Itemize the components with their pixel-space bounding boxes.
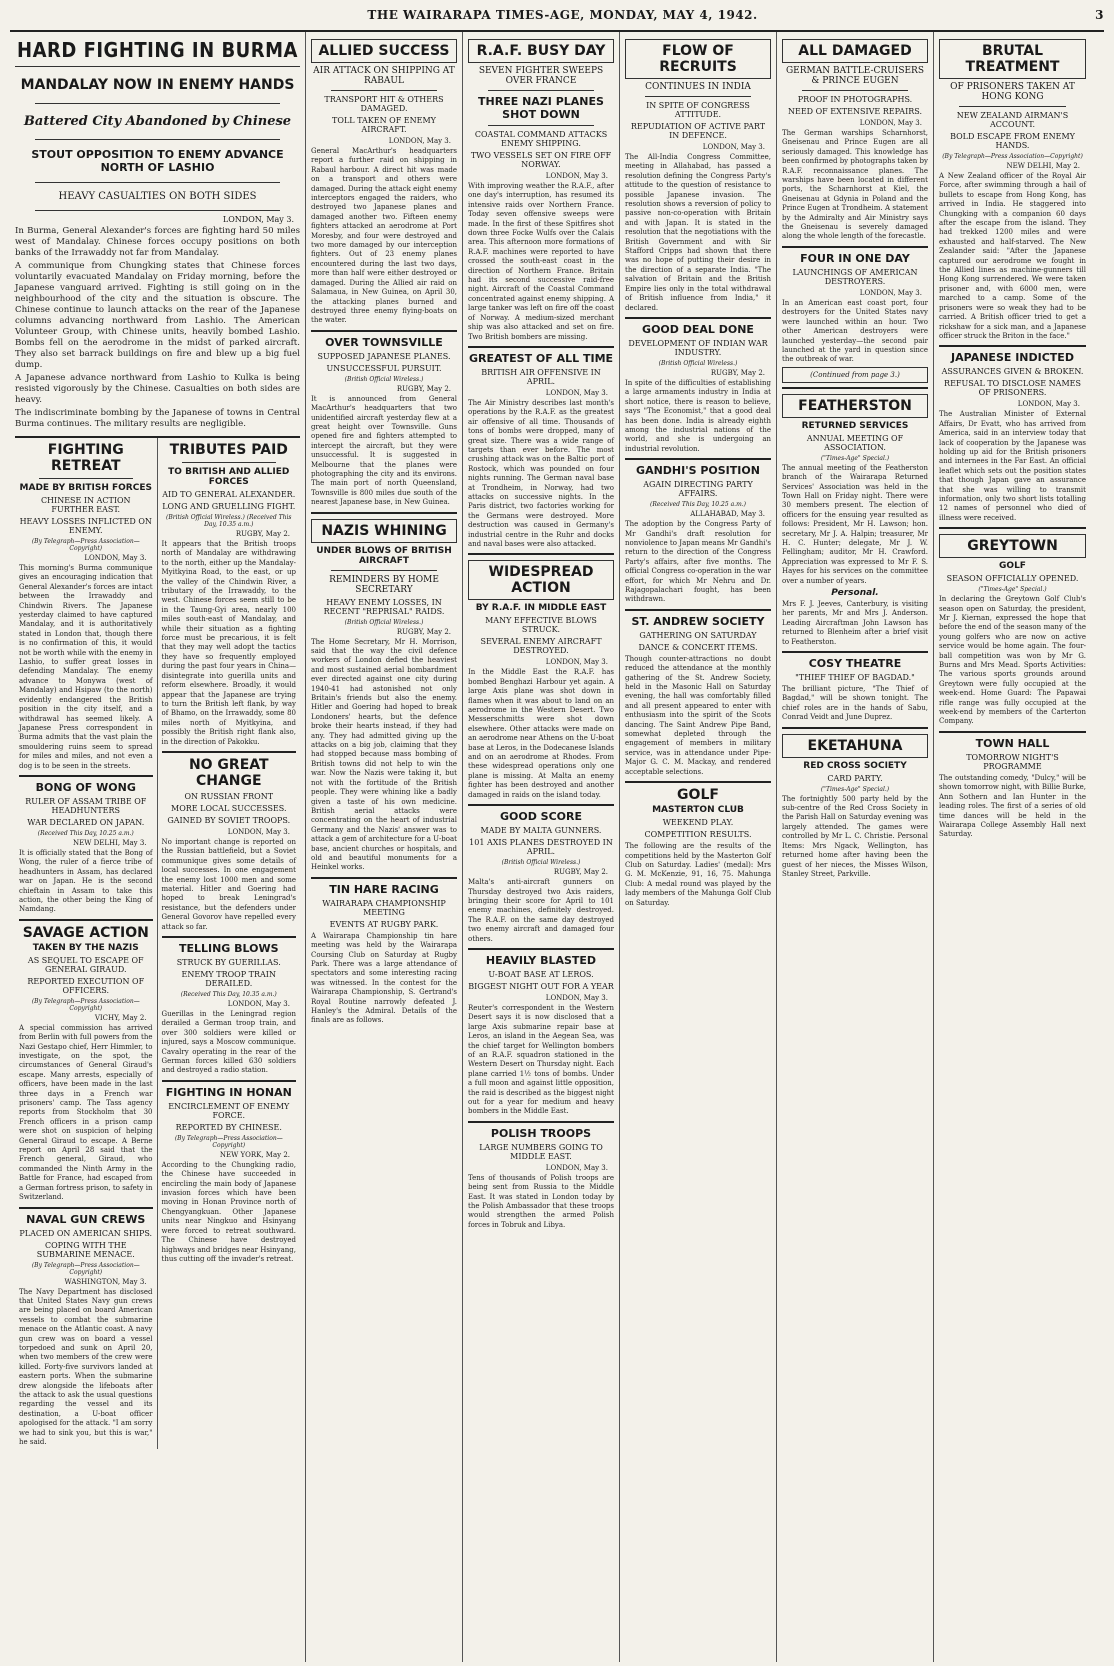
article-body: A special commission has arrived from Berlin with full powers from the Nazi Gestapo chief, Herr Himmler, to investigate, on the spot, the circumstances of General Giraud's escape. Many arrests, especially of officers, have been made in the last three days in a French war prisoners' camp. The Tass agency reports from Stockholm that 30 French officers in a prison camp were shot on suspicion of helping General Giraud to escape. A Berne report on April 28 said that the French general, Giraud, who commanded the Ninth Army in the Battle for France, had escaped from a German fortress prison, to safety in Switzerland. — [19, 1023, 153, 1202]
column-2 — [306, 32, 463, 1662]
headline-raf-busy-day: R.A.F. BUSY DAY — [468, 39, 614, 63]
subhead: TOMORROW NIGHT'S PROGRAMME — [966, 752, 1059, 771]
deck: UNSUCCESSFUL PURSUIT. — [326, 363, 442, 373]
headline-eketahuna: EKETAHUNA — [782, 734, 928, 758]
subhead: BRITISH AIR OFFENSIVE IN APRIL. — [481, 367, 601, 386]
cosy-theatre-article — [782, 651, 928, 723]
nazis-whining-article — [311, 512, 457, 873]
bong-of-wong-article — [19, 775, 153, 915]
burma-p1: In Burma, General Alexander's forces are fighting hard 50 miles west of Mandalay. Chinese forces occupy positions on both banks of the Irrawaddy not far from Mandalay. — [15, 226, 300, 258]
headline-flow-of-recruits: FLOW OF RECRUITS — [625, 39, 771, 79]
burma-p2: A communique from Chungking states that Chinese forces voluntarily evacuated Mandalay on Friday morning, before the Japanese vanguard arrived. Fighting is still going on in the neighbourhood of the city and the situation is obscure. The Chinese continue to launch attacks on the rear of the Japanese columns advancing northward from Lashio. The American Volunteer Group, with Chinese units, heavily bombed Lashio. Bombs fell on the aerodrome in the midst of parked aircraft. They also set barrack buildings on fire and blew up a big fuel dump. — [15, 261, 300, 370]
headline-nazis-whining: NAZIS WHINING — [311, 519, 457, 543]
headline-all-damaged: ALL DAMAGED — [782, 39, 928, 63]
headline-telling-blows: TELLING BLOWS — [178, 942, 279, 955]
allied-success-article — [311, 39, 457, 326]
headline-heavily-blasted: HEAVILY BLASTED — [485, 953, 597, 967]
deck: REPORTED BY CHINESE. — [175, 1122, 282, 1132]
article-body: The adoption by the Congress Party of Mr Gandhi's draft resolution for nonviolence to Japan means Mr Gandhi's return to the direction of the Congress Party's affairs, after five months. The official Congress co-operation in the war effort, for which Mr Nehru and Dr. Rajagopalachari fought, has been withdrawn. — [625, 520, 771, 604]
subhead: GERMAN BATTLE-CRUISERS & PRINCE EUGEN — [785, 66, 924, 86]
article-body: No important change is reported on the Russian battlefield, but a Soviet communique gives some details of local successes. In one engagement the enemy lost 1000 men and some material. Hitler and Goering had hoped to break Leningrad's resistance, but the defenders under General Govorov have repelled every attack so far. — [161, 837, 296, 931]
dateline: ALLAHABAD, May 3. — [690, 510, 765, 519]
flow-of-recruits-article — [625, 39, 771, 313]
article-body: It is announced from General MacArthur's headquarters that two unidentified aircraft yesterday flew at a great height over Townsville. Guns opened fire and fighters attempted to intercept the aircraft, but they were unsuccessful. It is suggested in Melbourne that the planes were photographing the city and its environs. The main port of north Queensland, Townsville is 800 miles due south of the nearest Japanese base, in New Guinea. — [311, 394, 457, 507]
article-body: A New Zealand officer of the Royal Air Force, after swimming through a hail of bullets to escape from Hong Kong, has arrived in India. He staggered into Chungking with a companion 60 days after the escape from the island. They had trekked 1200 miles and were exhausted and half-starved. The New Zealander said: "After the Japanese captured our aerodrome we fought in the Allied lines as machine-gunners till Hong Kong surrendered. We were taken prisoner and, with 6000 men, were marched to a camp. Some of the prisoners were so weak they had to be carried. A British officer tried to get a rickshaw for a sick man, and a Japanese officer struck the Briton in the face." — [939, 172, 1086, 340]
headline-over-townsville: OVER TOWNSVILLE — [325, 335, 443, 349]
headline-brutal-treatment: BRUTAL TREATMENT — [939, 39, 1086, 79]
deck: ANNUAL MEETING OF ASSOCIATION. — [806, 433, 904, 452]
page-number: 3 — [1095, 8, 1104, 22]
credit: (By Telegraph—Press Association—Copyright) — [31, 1261, 140, 1276]
dateline: LONDON, May 3. — [859, 288, 922, 297]
subhead: STRUCK BY GUERILLAS. — [176, 958, 281, 967]
deck: TOLL TAKEN OF ENEMY AIRCRAFT. — [332, 116, 436, 134]
dateline: LONDON, May 3. — [1017, 400, 1080, 409]
article-body: This morning's Burma communique gives an encouraging indication that General Alexander's forces are intact between the Irrawaddy and Chindwin Rivers. The Japanese yesterday claimed to have captured Mandalay, and it is authoritatively stated in London that, though there is no confirmation of this, it would not be worth while with the enemy in Lashio, to suffer great losses in defending Mandalay. The enemy advance to Monywa (west of Mandalay) and Hsipaw (to the north) evidently endangered the British position in the city itself, and a withdrawal has seemed likely. A Japanese Press correspondent in Burma admits that the vast plain the smouldering ruins seem to spread for miles and miles, and not even a dog is to be seen in the streets. — [19, 564, 153, 770]
credit: (Received This Day, 10.25 a.m.) — [650, 501, 746, 509]
fighting-honan-article — [162, 1080, 296, 1264]
credit: (British Official Wireless.) — [501, 859, 581, 867]
deck: REPUDIATION OF ACTIVE PART IN DEFENCE. — [630, 122, 766, 140]
continued-note: (Continued from page 3.) — [782, 367, 928, 383]
dateline: LONDON, May 3. — [388, 137, 451, 145]
subhead: ENCIRCLEMENT OF ENEMY FORCE. — [168, 1101, 290, 1120]
brutal-treatment-article — [939, 39, 1086, 341]
gandhi-article — [625, 458, 771, 605]
personal-heading: Personal. — [831, 588, 879, 598]
credit: ("Times-Age" Special.) — [978, 586, 1047, 594]
burma-p3: A Japanese advance northward from Lashio to Kulka is being resisted vigorously by the Chinese. Casualties on both sides are heavy. — [15, 373, 300, 405]
raf-busy-day-article — [468, 39, 614, 342]
deck: HEAVY LOSSES INFLICTED ON ENEMY. — [19, 517, 152, 535]
deck: MANY EFFECTIVE BLOWS STRUCK. — [485, 616, 597, 635]
headline-fighting-retreat: FIGHTING RETREAT — [47, 442, 124, 474]
good-deal-done-article — [625, 317, 771, 454]
article-body: In spite of the difficulties of establishing a large armaments industry in India at short notice, there is reason to believe, says "The Economist," that a good deal has been done. India is already eighth among the industrial nations of the world, and she is undergoing an industrial revolution. — [625, 378, 771, 453]
subhead: AGAIN DIRECTING PARTY AFFAIRS. — [643, 480, 753, 499]
headline-naval-gun-crews: NAVAL GUN CREWS — [26, 1212, 146, 1226]
column-1-subcolumns — [15, 436, 300, 1449]
subhead: U-BOAT BASE AT LEROS. — [488, 969, 594, 979]
article-body: Though counter-attractions no doubt reduced the attendance at the monthly gathering of the St. Andrew Society, held in the Masonic Hall on Saturday evening, the hall was comfortably filled and all present appeared to enter with enthusiasm into the spirit of the Scots dancing. The Saint Andrew Pipe Band, somewhat depleted through the engagement of members in military service, was in attendance under Pipe-Major G. C. M. Mackay, and rendered acceptable selections. — [625, 654, 771, 776]
dateline: RUGBY, May 2. — [235, 530, 290, 538]
deck: COPING WITH THE SUBMARINE MENACE. — [36, 1240, 135, 1259]
dateline: LONDON, May 3. — [227, 1000, 290, 1008]
column-1 — [10, 32, 306, 1662]
headline-widespread-action: WIDESPREAD ACTION — [468, 560, 614, 600]
article-body: Tens of thousands of Polish troops are being sent from Russia to the Middle East. It was stated in London today by the Polish Ambassador that these troops would strengthen the armed Polish forces in Tobruk and Libya. — [468, 1173, 614, 1229]
credit: ("Times-Age" Special.) — [820, 785, 890, 793]
subhead: SEVEN FIGHTER SWEEPS OVER FRANCE — [478, 66, 604, 86]
deck: NEW ZEALAND AIRMAN'S ACCOUNT. — [956, 111, 1069, 129]
dateline: LONDON, May 3. — [227, 827, 290, 836]
good-score-article — [468, 804, 614, 944]
greytown-article — [939, 527, 1086, 727]
deck: SEVERAL ENEMY AIRCRAFT DESTROYED. — [480, 637, 602, 656]
headline-town-hall: TOWN HALL — [975, 736, 1050, 750]
all-damaged-article — [782, 39, 928, 242]
article-body: The German warships Scharnhorst, Gneisenau and Prince Eugen are all seriously damaged. This knowledge has been confirmed by photographs taken by R.A.F. reconnaissance planes. The warships have been located in different ports, the Scharnhorst at Kiel, the Gneisenau at Gdynia in Poland and the Prince Eugen at Trondheim. A statement by the Admiralty and Air Ministry says the Gneisenau is severely damaged along the whole length of the forecastle. — [782, 129, 928, 241]
deck: WAR DECLARED ON JAPAN. — [27, 817, 145, 827]
column-6 — [934, 32, 1091, 1662]
paper-title: THE WAIRARAPA TIMES-AGE, MONDAY, MAY 4, 1942. — [367, 8, 758, 22]
article-body: Reuter's correspondent in the Western Desert says it is now disclosed that a large Axis submarine repair base at Leros, an island in the Aegean Sea, was the chief target for Wellington bombers of an R.A.F. squadron stationed in the Western Desert on Thursday night. Each plane carried 1½ tons of bombs. Under a full moon and against little opposition, the raid is described as the biggest night out for a year for medium and heavy bombers in the Middle East. — [468, 1003, 614, 1116]
article-body: The Australian Minister of External Affairs, Dr Evatt, who has arrived from America, said in an interview today that lack of cooperation by the Japanese was holding up aid for the British prisoners and internees in the Far East. An official leaflet which sets out the position states that though Japan gave an assurance that she was willing to transmit information, only two short lists totalling 12 names of personnel who died of illness were received. — [939, 410, 1086, 522]
subhead: DEVELOPMENT OF INDIAN WAR INDUSTRY. — [628, 338, 768, 357]
dateline: WASHINGTON, May 3. — [64, 1277, 147, 1286]
headline-japanese-indicted: JAPANESE INDICTED — [951, 351, 1074, 365]
deck: WEEKEND PLAY. — [662, 818, 734, 828]
dateline: LONDON, May 3. — [545, 172, 608, 180]
deck: DANCE & CONCERT ITEMS. — [638, 642, 758, 652]
article-body: The Air Ministry describes last month's operations by the R.A.F. as the greatest air offensive of all time. Thousands of tons of bombs were dropped, many of great size. There was a wide range of targets than ever before. The most crushing attack was on the Baltic port of Rostock, which was pounded on four nights running. The German naval base at Trondheim, in Norway, had two attacks on successive nights. In the Paris district, two factories working for the Germans were destroyed. More destruction was caused in Germany's industrial centre in the Ruhr and docks and naval bases were also attacked. — [468, 398, 614, 548]
deck-battered-city: Battered City Abandoned by Chinese — [23, 114, 292, 129]
golf-article — [625, 781, 771, 908]
article-body: The fortnightly 500 party held by the sub-centre of the Red Cross Society in the Parish Hall on Saturday evening was largely attended. The games were controlled by Mr L. C. Christie. Personal Items: Mrs Ngack, Wellington, has returned home after having been the guest of her nieces, the Misses Wilson, Stanley Street, Parkville. — [782, 794, 928, 878]
over-townsville-article — [311, 330, 457, 508]
subhead: UNDER BLOWS OF BRITISH AIRCRAFT — [316, 545, 452, 566]
headline-burma: HARD FIGHTING IN BURMA — [17, 38, 298, 62]
headline-greatest-of-all-time: GREATEST OF ALL TIME — [468, 351, 614, 365]
no-great-change-article — [162, 751, 296, 932]
town-hall-article — [939, 731, 1086, 840]
tributes-paid-article — [162, 442, 296, 747]
credit: (British Official Wireless.) — [658, 359, 738, 367]
subhead: MASTERTON CLUB — [652, 805, 744, 816]
deck: GAINED BY SOVIET TROOPS. — [167, 815, 291, 825]
japanese-indicted-article — [939, 345, 1086, 523]
deck: PROOF IN PHOTOGRAPHS. — [797, 95, 913, 104]
column-1a — [15, 438, 158, 1449]
credit: (British Official Wireless.) — [344, 375, 424, 383]
credit: (British Official Wireless.) (Received This Day, 10.35 a.m.) — [166, 514, 292, 528]
burma-p4: The indiscriminate bombing by the Japanese of towns in Central Burma continues. The military results are negligible. — [15, 408, 300, 429]
deck: CHINESE IN ACTION FURTHER EAST. — [40, 496, 131, 514]
deck: SEASON OFFICIALLY OPENED. — [946, 574, 1079, 584]
headline-st-andrew-society: ST. ANDREW SOCIETY — [631, 614, 765, 628]
subhead: ON RUSSIAN FRONT — [184, 791, 274, 801]
dateline: NEW DELHI, May 2. — [1006, 162, 1080, 170]
deck: LONG AND GRUELLING FIGHT. — [162, 502, 296, 511]
article-body: A Wairarapa Championship tin hare meeting was held by the Wairarapa Coursing Club on Saturday at Rugby Park. There was a large attendance of spectators and some interesting racing was witnessed. In the contest for the Wairarapa Championship, S. Gertrand's Royal Routine narrowly defeated J. Hanley's the Admiral. Details of the finals are as follows. — [311, 931, 457, 1025]
telling-blows-article — [162, 936, 296, 1076]
headline-greytown: GREYTOWN — [939, 534, 1086, 558]
subhead: WAIRARAPA CHAMPIONSHIP MEETING — [322, 898, 446, 917]
article-body: The outstanding comedy, "Dulcy," will be shown tomorrow night, with Billie Burke, Ann Sothern and Ian Hunter in the leading roles. The first of a series of old time dances will be held in the Wairarapa College Assembly Hall next Saturday. — [939, 773, 1086, 839]
deck: REMINDERS BY HOME SECRETARY — [329, 574, 439, 595]
article-body: General MacArthur's headquarters report a further raid on shipping in Rabaul harbour. A direct hit was made on a transport and others were damaged. During the attack eight enemy interceptors engaged the raiders, who destroyed two Japanese planes and damaged another two. Fifteen enemy fighters attacked an aerodrome at Port Moresby, and four were destroyed and two more damaged by our interception fighters. Out of 23 enemy planes encountered during the last two days, more than half were either destroyed or damaged. During the Allied air raid on Salamaua, in New Guinea, on April 30, the attacking planes burned and destroyed three enemy flying-boats on the water. — [311, 147, 457, 325]
column-3 — [463, 32, 620, 1662]
article-body: The annual meeting of the Featherston branch of the Wairarapa Returned Services' Association was held in the Town Hall on Friday night. There were 30 members present. The election of officers for the ensuing year resulted as follows: President, Mr H. Lawson; hon. secretary, Mr J. A. Halpin; treasurer, Mr H. C. Hunter; delegate, Mr J. W. Fellingham; auditor, Mr H. Crawford. Appreciation was expressed to Mr F. S. Hayes for his services on the committee over a number of years. — [782, 463, 928, 585]
deck: REPORTED EXECUTION OF OFFICERS. — [27, 976, 145, 995]
dateline: NEW YORK, May 2. — [219, 1150, 290, 1159]
headline-tin-hare: TIN HARE RACING — [329, 882, 439, 896]
dateline: LONDON, May 3. — [545, 1163, 608, 1172]
dateline: RUGBY, May 2. — [553, 868, 608, 877]
subhead: RULER OF ASSAM TRIBE OF HEADHUNTERS — [25, 796, 147, 815]
dateline: LONDON, May 3. — [859, 119, 922, 127]
deck: BOLD ESCAPE FROM ENEMY HANDS. — [950, 132, 1075, 150]
credit: (By Telegraph—Press Association—Copyright) — [31, 538, 140, 552]
dateline: RUGBY, May 2. — [396, 384, 451, 393]
deck: AS SEQUEL TO ESCAPE OF GENERAL GIRAUD. — [27, 955, 144, 974]
deck: TWO VESSELS SET ON FIRE OFF NORWAY. — [470, 151, 612, 169]
subhead: "THIEF THIEF OF BAGDAD." — [795, 673, 915, 683]
column-1b — [158, 438, 300, 1449]
personal-body: Mrs F. J. Jeeves, Canterbury, is visiting her parents, Mr and Mrs J. Anderson. Leading Aircraftman John Lawson has returned to Blenheim after a brief visit to Featherston. — [782, 600, 928, 646]
article-body: In an American east coast port, four destroyers for the United States navy were launched within an hour. Two other American destroyers were launched yesterday—the second pair launched at the yard in question since the outbreak of war. — [782, 298, 928, 364]
credit: ("Times-Age" Special.) — [820, 454, 890, 462]
deck: THREE NAZI PLANES SHOT DOWN — [478, 95, 604, 121]
dateline: NEW DELHI, May 3. — [72, 838, 147, 847]
subhead: GATHERING ON SATURDAY — [639, 630, 757, 640]
subhead: OF PRISONERS TAKEN AT HONG KONG — [950, 82, 1075, 102]
polish-troops-article — [468, 1121, 614, 1230]
headline-bong-of-wong: BONG OF WONG — [35, 780, 136, 794]
st-andrew-article — [625, 609, 771, 777]
dateline: LONDON, May 3. — [702, 143, 765, 151]
headline-tributes-paid: TRIBUTES PAID — [169, 442, 288, 458]
deck: COMPETITION RESULTS. — [644, 830, 752, 840]
article-body: In declaring the Greytown Golf Club's season open on Saturday, the president, Mr J. Kiernan, expressed the hope that before the end of the season many of the young golfers who are now on active service would be home again. The four-ball competition was won by Mr G. Burns and Mrs Mead. Sports Activities: The various sports grounds around Greytown were fully occupied at the week-end. Home Guard: The Papawai rifle range was fully occupied at the week-end by members of the Carterton Company. — [939, 595, 1086, 726]
article-body: The Navy Department has disclosed that United States Navy gun crews are being placed on board American vessels to combat the submarine menace on the Atlantic coast. A navy gun crew was on board a vessel torpedoed and sunk on April 20, when two members of the crew were killed. Forty-five survivors landed at eastern ports. When the submarine drew alongside the lifeboats after the attack to ask the usual questions regarding the vessel and its destination, a U-boat officer apologised for the attack. "I am sorry we had to sink you, but this is war," he said. — [19, 1287, 153, 1446]
dateline: LONDON, May 3. — [84, 554, 147, 562]
deck: MORE LOCAL SUCCESSES. — [171, 803, 287, 813]
subhead: TAKEN BY THE NAZIS — [32, 942, 139, 953]
featherston-article — [782, 387, 928, 647]
subhead: TO BRITISH AND ALLIED FORCES — [168, 467, 290, 487]
naval-gun-crews-article — [19, 1207, 153, 1448]
article-body: The Home Secretary, Mr H. Morrison, said that the way the civil defence workers of London defied the heaviest and most sustained aerial bombardment ever directed against one city during 1940-41 had astonished not only Britain's friends but also the enemy. Hitler and Goering had hoped to break Londoners' hearts, but the defence broke their hearts instead, if they had any. They had admitted giving up the attacks on a big job, claiming that they had stopped because mass bombing of British towns did not help to win the war. Now the Nazis were taking it, but not with the fortitude of the British people. They were whining like a badly given a taste of his own medicine. British aerial attacks were concentrating on the heart of industrial Germany and the Nazis' answer was to attack a gem of architecture for a U-boat base, ancient churches or hospitals, and old and beautiful monuments for a Heinkel works. — [311, 637, 457, 872]
headline-savage-action: SAVAGE ACTION — [22, 924, 149, 941]
subhead-mandalay: MANDALAY NOW IN ENEMY HANDS — [20, 77, 295, 93]
headline-gandhis-position: GANDHI'S POSITION — [636, 464, 760, 478]
deck: TRANSPORT HIT & OTHERS DAMAGED. — [324, 95, 444, 113]
article-body: Guerillas in the Leningrad region derailed a German troop train, and over 300 soldiers were killed or injured, says a Moscow communique. Cavalry operating in the rear of the German forces killed 630 soldiers and destroyed a radio station. — [161, 1010, 296, 1075]
columns — [10, 32, 1104, 1662]
dateline: LONDON, May 3. — [545, 993, 608, 1002]
headline-cosy-theatre: COSY THEATRE — [808, 657, 902, 671]
article-body: In the Middle East the R.A.F. has bombed Benghazi Harbour yet again. A large Axis plane was shot down in flames when it was about to land on an aerodrome in the Western Desert. Two Messerschmitts were shot down elsewhere. Other attacks were made on an aerodrome near Athens on the U-boat base at Leros, in the Dodecanese Islands and on an aerodrome at Rhodes. From these widespread operations only one plane is missing. At Malta an enemy fighter has been destroyed and another damaged in raids on the island today. — [468, 668, 614, 799]
dateline: RUGBY, May 2. — [396, 627, 451, 636]
article-body: The All-India Congress Committee, meeting in Allahabad, has passed a resolution defining the Congress Party's attitude to the question of resistance to possible Japanese invasion. The resolution shows a reversion of policy to passive non-co-operation with Britain and with Japan. It is stated in the resolution that the negotiations with the British Government and with Sir Stafford Cripps had shown that there was no hope of putting their desire in the direction of a separate India. "The salvation of Britain and the British Empire lies only in the total withdrawal of British influence from India," it declared. — [625, 153, 771, 312]
subhead: MADE BY MALTA GUNNERS. — [480, 826, 602, 836]
subhead: BY R.A.F. IN MIDDLE EAST — [475, 603, 607, 614]
deck-heavy-casualties: HEAVY CASUALTIES ON BOTH SIDES — [58, 191, 257, 202]
subhead: MADE BY BRITISH FORCES — [19, 483, 152, 493]
credit: (By Telegraph—Press Association—Copyright) — [174, 1134, 283, 1149]
headline-no-great-change: NO GREAT CHANGE — [188, 756, 269, 789]
subhead: RED CROSS SOCIETY — [803, 760, 907, 771]
greatest-of-all-article — [468, 346, 614, 550]
article-body: The following are the results of the competitions held by the Masterton Golf Club on Saturday. Ladies' (medal): Mrs G. M. McKenzie, 91, 16, 75. Mahunga Club: A medal round was played by the lady members of the Mahunga Golf Club on Saturday. — [625, 842, 771, 907]
credit: (By Telegraph—Press Association—Copyright) — [31, 997, 140, 1012]
savage-action-article — [19, 919, 153, 1203]
deck: CARD PARTY. — [827, 773, 883, 783]
deck: AID TO GENERAL ALEXANDER. — [162, 490, 296, 499]
deck: EVENTS AT RUGBY PARK. — [329, 919, 439, 929]
subhead: RETURNED SERVICES — [801, 420, 909, 431]
deck: ENEMY TROOP TRAIN DERAILED. — [181, 970, 276, 988]
headline-allied-success: ALLIED SUCCESS — [311, 39, 457, 63]
column-5 — [777, 32, 934, 1662]
burma-article — [15, 38, 300, 430]
headline-fighting-honan: FIGHTING IN HONAN — [165, 1085, 292, 1099]
subhead: PLACED ON AMERICAN SHIPS. — [19, 1228, 153, 1238]
fighting-retreat-article — [19, 442, 153, 771]
column-4 — [620, 32, 777, 1662]
deck: BIGGEST NIGHT OUT FOR A YEAR — [468, 981, 614, 991]
article-body: Malta's anti-aircraft gunners on Thursday destroyed two Axis raiders, bringing their score for April to 101 enemy machines, definitely destroyed. The R.A.F. on the same day destroyed two enemy aircraft and damaged four others. — [468, 878, 614, 943]
tin-hare-article — [311, 877, 457, 1026]
headline-good-score: GOOD SCORE — [499, 810, 583, 824]
deck: COASTAL COMMAND ATTACKS ENEMY SHIPPING. — [474, 130, 608, 148]
headline-polish-troops: POLISH TROOPS — [490, 1126, 592, 1140]
credit: (British Official Wireless.) — [344, 618, 424, 626]
dateline: LONDON, May 3. — [222, 215, 294, 224]
subhead: ASSURANCES GIVEN & BROKEN. — [941, 367, 1084, 377]
credit: (By Telegraph—Press Association—Copyright) — [942, 153, 1083, 160]
dateline: VICHY, May 2. — [94, 1013, 147, 1022]
dateline: RUGBY, May 2. — [710, 368, 765, 377]
article-body: It appears that the British troops north of Mandalay are withdrawing to the north, either up the Mandalay-Myitkyina Road, to the east, or up the valley of the Chindwin River, a tributary of the Irrawaddy, to the west. Chinese forces seem still to be in the Taung-Gyi area, nearly 100 miles south-east of Mandalay, and while their situation as a fighting force must be precarious, it is felt that they may well adopt the tactics they have so frequently employed during the past four years in China—disintegrate into guerilla units and reform elsewhere. Broadly, it would appear that the Japanese are trying to turn the British left flank, by way of Bhamo, on the Irrawaddy, some 80 miles north of Myitkyina, and possibly the British right flank also, in the direction of Pakokku. — [161, 540, 296, 746]
deck: 101 AXIS PLANES DESTROYED IN APRIL. — [469, 838, 613, 857]
credit: (Received This Day, 10.35 a.m.) — [180, 991, 277, 998]
widespread-action-article — [468, 553, 614, 800]
heavily-blasted-article — [468, 948, 614, 1117]
article-body: The brilliant picture, "The Thief of Bagdad," will be shown tonight. The chief roles are in the hands of Sabu, Conrad Veidt and June Duprez. — [782, 685, 928, 722]
deck-stout-opposition: STOUT OPPOSITION TO ENEMY ADVANCE NORTH OF LASHIO — [31, 148, 284, 174]
four-in-one-article — [782, 246, 928, 383]
subhead: LAUNCHINGS OF AMERICAN DESTROYERS. — [792, 267, 918, 286]
dateline: LONDON, May 3. — [545, 658, 608, 667]
eketahuna-article — [782, 727, 928, 880]
credit: (Received This Day, 10.25 a.m.) — [37, 829, 134, 837]
headline-four-in-one-day: FOUR IN ONE DAY — [800, 251, 910, 265]
subhead: CONTINUES IN INDIA — [645, 82, 751, 92]
deck: NEED OF EXTENSIVE REPAIRS. — [787, 107, 922, 116]
deck: IN SPITE OF CONGRESS ATTITUDE. — [646, 101, 750, 119]
deck: HEAVY ENEMY LOSSES, IN RECENT "REPRISAL" RAIDS. — [323, 597, 445, 616]
masthead — [10, 0, 1104, 32]
headline-golf: GOLF — [677, 787, 719, 804]
subhead: GOLF — [999, 561, 1026, 572]
article-body: It is officially stated that the Bong of Wong, the ruler of a fierce tribe of headhunters in Assam, has declared war on Japan. He is the second chieftain in Assam to take this action, the other being the King of Namdang. — [19, 848, 153, 914]
article-body: With improving weather the R.A.F., after one day's interruption, has resumed its intensive raids over Northern France. Today seven offensive sweeps were made. In the first of these Spitfires shot down three Focke Wulfs over the Calais area. This afternoon more formations of R.A.F. machines were reported to have crossed the south-east coast in the direction of Northern France. Britain had its second successive raid-free night. Aircraft of the Coastal Command concentrated against enemy shipping. A large tanker was left on fire off the coast of Norway. A medium-sized merchant ship was also attacked and set on fire. Two British bombers are missing. — [468, 182, 614, 341]
dateline: LONDON, May 3. — [545, 388, 608, 397]
subhead: SUPPOSED JAPANESE PLANES. — [317, 351, 451, 361]
headline-good-deal-done: GOOD DEAL DONE — [642, 322, 754, 336]
article-body: According to the Chungking radio, the Chinese have succeeded in encircling the main body of Japanese invasion forces which have been moving in Honan Province north of Chengyangkuan. Other Japanese units near Ningkuo and Hsinyang were forced to retreat southward. The Chinese have destroyed highways and bridges near Hsinyang, thus cutting off the invader's retreat. — [161, 1160, 296, 1263]
headline-featherston: FEATHERSTON — [782, 394, 928, 418]
deck: REFUSAL TO DISCLOSE NAMES OF PRISONERS. — [944, 379, 1081, 398]
subhead: LARGE NUMBERS GOING TO MIDDLE EAST. — [479, 1142, 603, 1161]
subhead: AIR ATTACK ON SHIPPING AT RABAUL — [313, 66, 455, 86]
